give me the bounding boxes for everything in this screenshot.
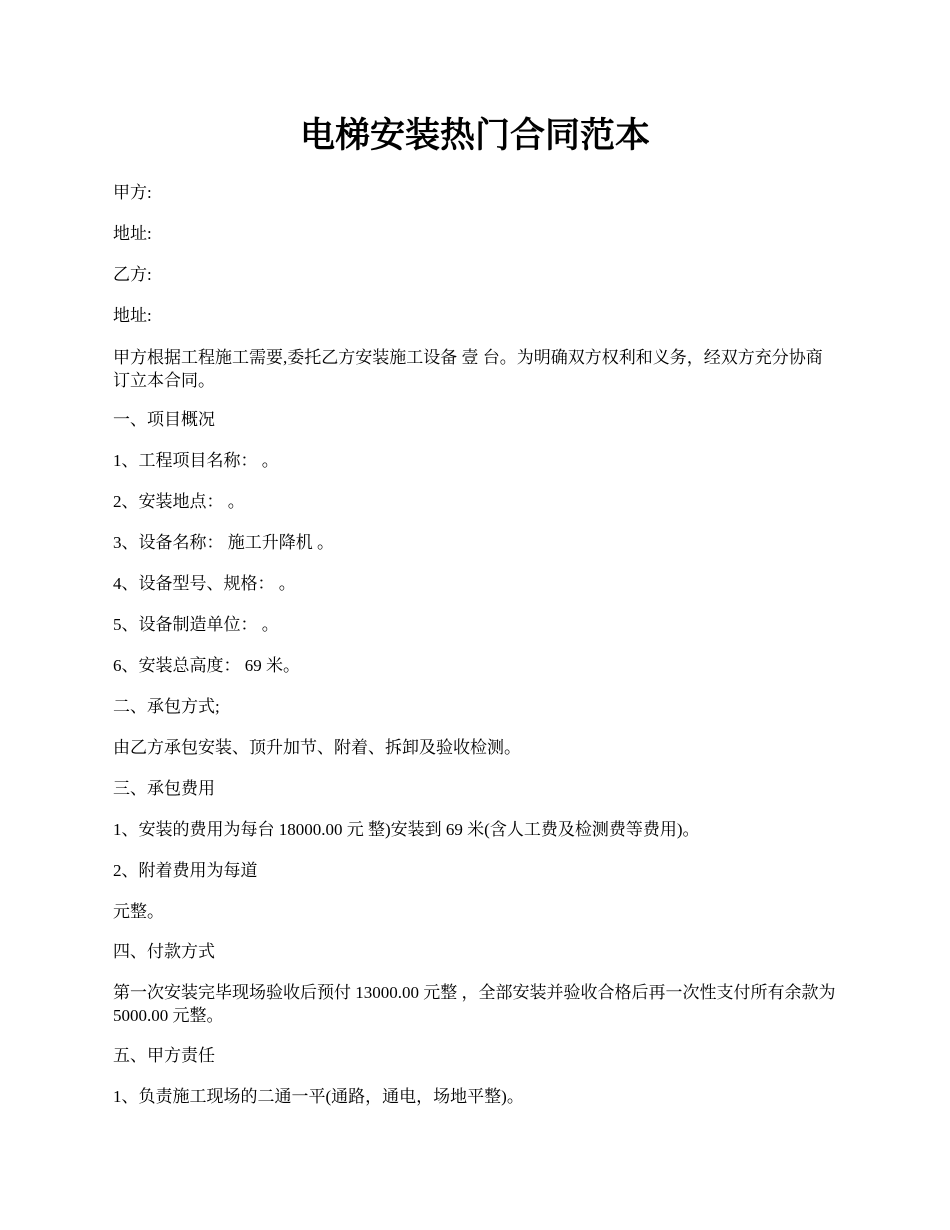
payment-text: 第一次安装完毕现场验收后预付 13000.00 元整 ，全部安装并验收合格后再一次性支付所有余款为 5000.00 元整。 [113, 983, 836, 1025]
intro-paragraph: 甲方根据工程施工需要,委托乙方安装施工设备 壹 台。为明确双方权利和义务，经双方充分协商订立本合同。 [113, 348, 823, 390]
section-heading-payment: 四、付款方式 [113, 942, 215, 961]
section-heading-contract-method: 二、承包方式; [113, 697, 220, 716]
fee-item-installation: 1、安装的费用为每台 18000.00 元 整)安装到 69 米(含人工费及检测费等费用)。 [113, 820, 700, 839]
document-title: 电梯安装热门合同范本 [299, 116, 650, 155]
project-item-name: 1、工程项目名称： 。 [113, 451, 279, 470]
project-item-equipment: 3、设备名称： 施工升降机 。 [113, 533, 334, 552]
fee-item-attachment: 2、附着费用为每道 [113, 861, 258, 880]
project-item-model: 4、设备型号、规格： 。 [113, 574, 296, 593]
section-heading-party-a-duties: 五、甲方责任 [113, 1046, 215, 1065]
party-a-address-label: 地址: [113, 224, 152, 243]
party-a-duty-1: 1、负责施工现场的二通一平(通路，通电，场地平整)。 [113, 1087, 524, 1106]
party-a-label: 甲方: [113, 183, 152, 202]
section-heading-fees: 三、承包费用 [113, 779, 215, 798]
fee-item-attachment-continued: 元整。 [113, 902, 164, 921]
section-heading-project-overview: 一、项目概况 [113, 410, 215, 429]
project-item-location: 2、安装地点： 。 [113, 492, 245, 511]
party-b-address-label: 地址: [113, 306, 152, 325]
project-item-manufacturer: 5、设备制造单位： 。 [113, 615, 279, 634]
party-b-label: 乙方: [113, 265, 152, 284]
project-item-height: 6、安装总高度： 69 米。 [113, 656, 300, 675]
contract-method-text: 由乙方承包安装、顶升加节、附着、拆卸及验收检测。 [113, 738, 521, 757]
